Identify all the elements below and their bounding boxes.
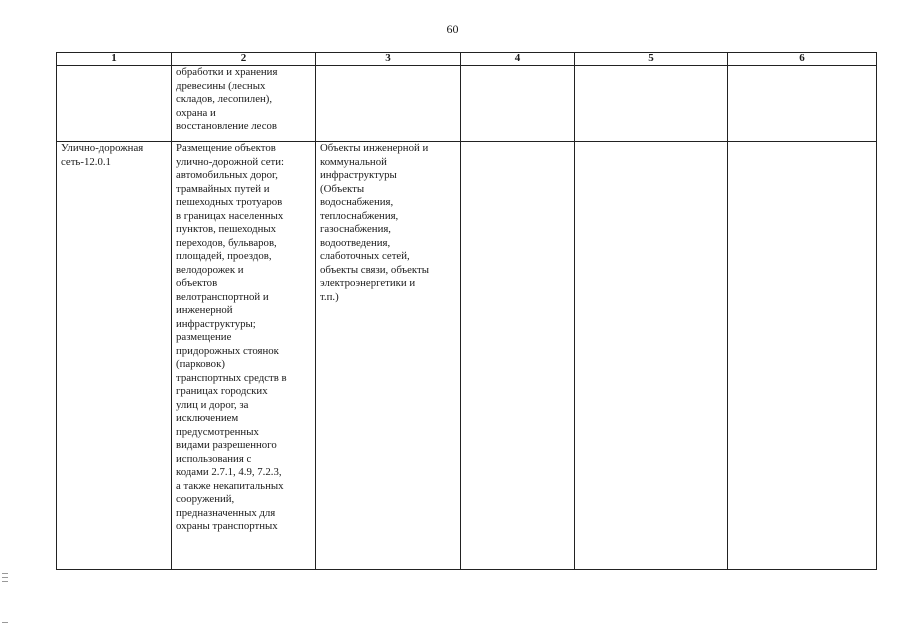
margin-scan-mark: [2, 577, 8, 578]
table-cell-col6: [728, 142, 877, 570]
table-cell-col5: [575, 66, 728, 142]
table-cell-col4: [461, 66, 575, 142]
column-header-1: 1: [57, 53, 172, 66]
table-cell-use-description: обработки и хранения древесины (лесных складов, лесопилен), охрана и восстановление лесов: [172, 66, 316, 142]
margin-scan-mark: [2, 573, 8, 574]
table-cell-col4: [461, 142, 575, 570]
margin-scan-mark: [2, 622, 8, 623]
column-header-3: 3: [316, 53, 461, 66]
table-cell-auxiliary-uses: Объекты инженерной и коммунальной инфраструктуры (Объекты водоснабжения, теплоснабжения, газоснабжения, водоотведения, слаботочных сетей, объекты связи, объекты электроэнергетики и т.п.): [316, 142, 461, 570]
table-row: [57, 142, 877, 570]
column-header-4: 4: [461, 53, 575, 66]
table-header-row: [57, 53, 877, 66]
table-cell-use-name: Улично-дорожная сеть-12.0.1: [57, 142, 172, 570]
table-cell-col6: [728, 66, 877, 142]
table-cell-col5: [575, 142, 728, 570]
column-header-2: 2: [172, 53, 316, 66]
table-cell-use-description: Размещение объектов улично-дорожной сети: автомобильных дорог, трамвайных путей и пешеходных тротуаров в границах населенных пунктов, пешеходных переходов, бульваров, площадей, проездов, велодорожек и объектов велотранспортной и инженерной инфраструктуры; размещение придорожных стоянок (парковок) транспортных средств в границах городских улиц и дорог, за исключением предусмотренных видами разрешенного использования с кодами 2.7.1, 4.9, 7.2.3, а также некапитальных сооружений, предназначенных для охраны транспортных: [172, 142, 316, 570]
page-number: 60: [446, 22, 459, 36]
table-cell-use-name: [57, 66, 172, 142]
margin-scan-mark: [2, 581, 8, 582]
table-row: [57, 66, 877, 142]
column-header-6: 6: [728, 53, 877, 66]
table-cell-auxiliary-uses: [316, 66, 461, 142]
regulations-table: [56, 52, 877, 570]
column-header-5: 5: [575, 53, 728, 66]
